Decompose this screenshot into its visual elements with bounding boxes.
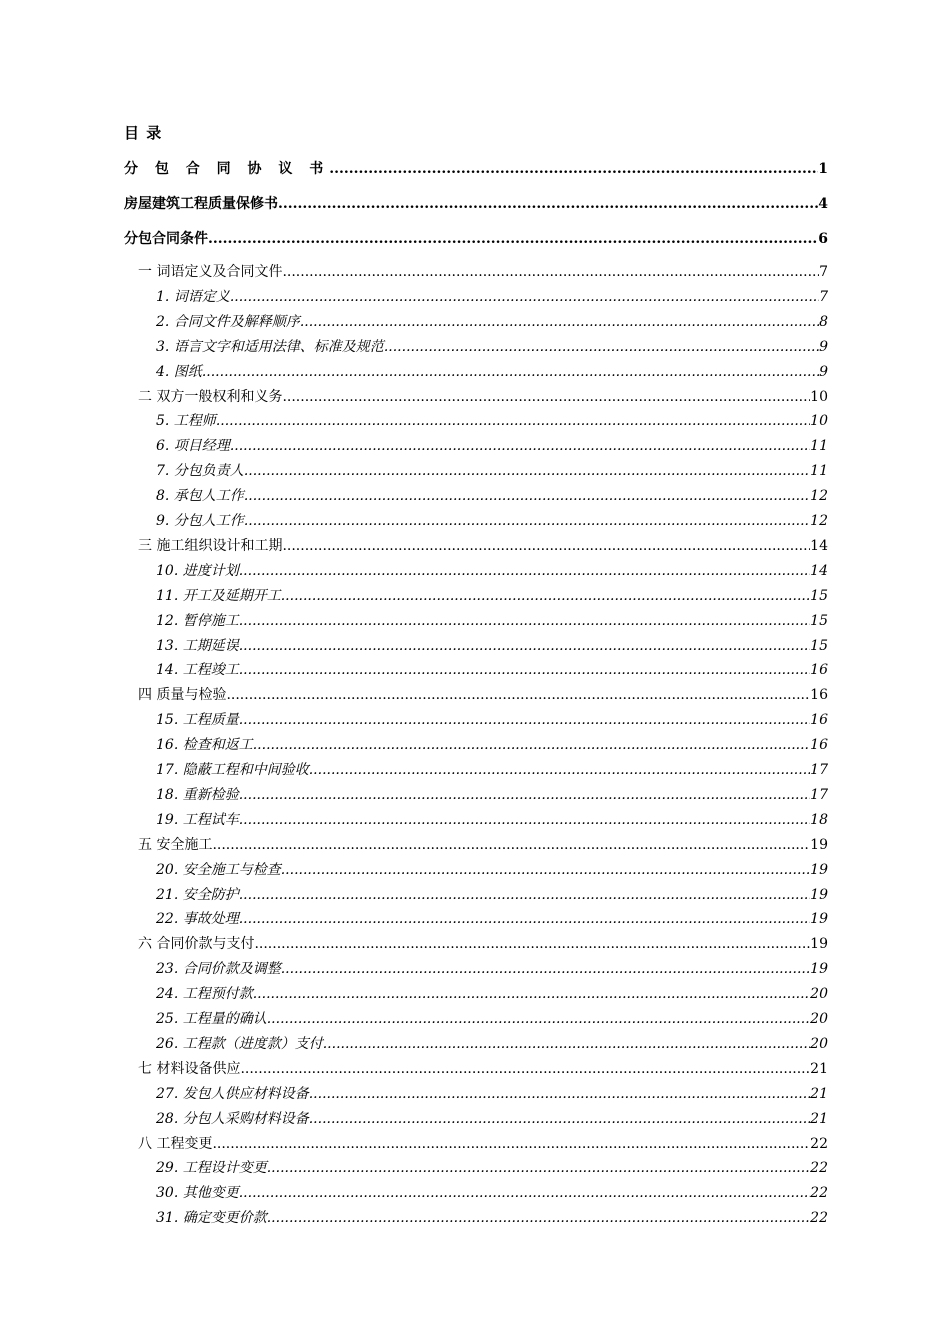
toc-entry[interactable]	[156, 1008, 828, 1028]
toc-leader-dots	[267, 1210, 810, 1226]
toc-page-number: 21	[810, 1060, 828, 1077]
toc-entry-label: 一 词语定义及合同文件	[138, 264, 283, 280]
toc-page-number: 11	[810, 438, 828, 455]
toc-entry[interactable]	[156, 809, 828, 829]
toc-entry[interactable]	[156, 510, 828, 530]
toc-entry[interactable]	[138, 684, 828, 704]
toc-entry[interactable]	[156, 336, 828, 356]
toc-page-number: 15	[810, 587, 828, 604]
toc-leader-dots	[216, 413, 810, 429]
toc-leader-dots	[300, 314, 819, 330]
toc-title: 目 录	[124, 124, 163, 142]
toc-entry-label: 18. 重新检验	[156, 786, 239, 803]
toc-leader-dots	[230, 438, 810, 454]
toc-entry-label: 2. 合同文件及解释顺序	[156, 313, 300, 330]
toc-leader-dots	[282, 389, 810, 405]
toc-leader-dots	[309, 762, 810, 778]
toc-page-number: 7	[819, 288, 828, 305]
toc-page-number: 22	[810, 1185, 828, 1202]
toc-entry[interactable]	[156, 759, 828, 779]
toc-entry[interactable]	[138, 933, 828, 953]
toc-entry[interactable]	[124, 158, 828, 178]
toc-entry[interactable]	[138, 386, 828, 406]
toc-leader-dots	[253, 986, 810, 1002]
toc-entry-label: 30. 其他变更	[156, 1185, 239, 1202]
toc-entry-label: 24. 工程预付款	[156, 986, 253, 1003]
toc-entry-label: 分包合同条件	[124, 231, 208, 247]
toc-page-number: 7	[819, 264, 828, 280]
toc-leader-dots	[239, 662, 810, 678]
toc-page-number: 12	[810, 488, 828, 505]
toc-leader-dots	[244, 513, 810, 529]
toc-leader-dots	[239, 911, 810, 927]
toc-entry-label: 七 材料设备供应	[138, 1060, 241, 1077]
toc-entry-label: 25. 工程量的确认	[156, 1011, 267, 1027]
toc-entry[interactable]	[138, 1058, 828, 1078]
toc-leader-dots	[282, 538, 810, 554]
toc-entry-label: 13. 工期延误	[156, 637, 239, 654]
toc-entry[interactable]	[156, 635, 828, 655]
toc-entry[interactable]	[156, 1182, 828, 1202]
toc-page-number: 19	[810, 836, 828, 853]
toc-entry[interactable]	[156, 610, 828, 630]
toc-page-number: 11	[810, 463, 828, 480]
toc-leader-dots	[278, 196, 818, 212]
toc-entry-label: 八 工程变更	[138, 1135, 213, 1152]
toc-leader-dots	[239, 787, 810, 803]
toc-leader-dots	[226, 687, 810, 703]
toc-entry[interactable]	[156, 734, 828, 754]
toc-leader-dots	[329, 161, 818, 177]
toc-entry-label: 9. 分包人工作	[156, 513, 244, 529]
toc-leader-dots	[239, 613, 810, 629]
toc-entry-label: 四 质量与检验	[138, 687, 227, 704]
toc-entry-label: 房屋建筑工程质量保修书	[124, 196, 278, 212]
toc-entry[interactable]	[124, 228, 828, 248]
toc-leader-dots	[212, 1136, 810, 1152]
toc-page-number: 19	[810, 886, 828, 903]
toc-entry[interactable]	[156, 659, 828, 679]
toc-leader-dots	[254, 936, 810, 952]
toc-entry[interactable]	[156, 1108, 828, 1128]
toc-entry[interactable]	[156, 884, 828, 904]
toc-entry[interactable]	[156, 410, 828, 430]
toc-page-number: 15	[810, 612, 828, 629]
toc-leader-dots	[253, 737, 810, 753]
toc-entry[interactable]	[156, 1033, 828, 1053]
toc-page-number: 19	[810, 961, 828, 978]
toc-entry[interactable]	[156, 1157, 828, 1177]
toc-page-number: 19	[810, 861, 828, 878]
toc-page-number: 4	[818, 196, 828, 212]
toc-page-number: 1	[818, 161, 828, 177]
toc-entry-label: 1. 词语定义	[156, 288, 230, 305]
toc-page-number: 14	[810, 562, 828, 579]
toc-entry[interactable]	[156, 709, 828, 729]
toc-entry[interactable]	[156, 460, 828, 480]
toc-entry[interactable]	[156, 1207, 828, 1227]
toc-entry[interactable]	[156, 286, 828, 306]
toc-leader-dots	[309, 1111, 810, 1127]
toc-entry[interactable]	[156, 311, 828, 331]
toc-leader-dots	[281, 588, 810, 604]
toc-leader-dots	[384, 339, 819, 355]
toc-entry[interactable]	[156, 361, 828, 381]
toc-entry[interactable]	[156, 908, 828, 928]
toc-entry-label: 11. 开工及延期开工	[156, 587, 281, 604]
toc-page-number: 21	[810, 1110, 828, 1127]
toc-leader-dots	[202, 364, 819, 380]
toc-entry-label: 六 合同价款与支付	[138, 936, 255, 953]
toc-entry-label: 15. 工程质量	[156, 712, 239, 729]
toc-leader-dots	[281, 961, 810, 977]
toc-page-number: 20	[810, 1011, 828, 1027]
toc-leader-dots	[309, 1086, 810, 1102]
toc-leader-dots	[230, 289, 819, 305]
toc-entry-label: 10. 进度计划	[156, 562, 239, 579]
toc-entry[interactable]	[138, 1133, 828, 1153]
toc-entry-label: 4. 图纸	[156, 363, 202, 380]
toc-entry[interactable]	[156, 435, 828, 455]
toc-leader-dots	[244, 488, 810, 504]
toc-leader-dots	[239, 1185, 810, 1201]
toc-entry[interactable]	[124, 193, 828, 213]
toc-page-number: 21	[810, 1085, 828, 1102]
toc-entry[interactable]	[156, 958, 828, 978]
toc-page-number: 16	[810, 712, 828, 729]
toc-entry-label: 6. 项目经理	[156, 438, 230, 455]
toc-entry[interactable]	[138, 535, 828, 555]
toc-page-number: 18	[810, 811, 828, 828]
toc-leader-dots	[240, 1061, 810, 1077]
toc-page-number: 10	[810, 413, 828, 430]
toc-page-number: 10	[810, 388, 828, 405]
toc-entry-label: 29. 工程设计变更	[156, 1160, 267, 1177]
toc-entry-label: 27. 发包人供应材料设备	[156, 1085, 309, 1102]
toc-leader-dots	[212, 837, 810, 853]
toc-page-number: 19	[810, 936, 828, 953]
toc-entry[interactable]	[138, 261, 828, 281]
toc-leader-dots	[239, 712, 810, 728]
toc-entry-label: 5. 工程师	[156, 413, 216, 430]
toc-page-number: 22	[810, 1210, 828, 1227]
toc-entry-label: 23. 合同价款及调整	[156, 961, 281, 978]
toc-entry[interactable]	[138, 834, 828, 854]
toc-entry-label: 19. 工程试车	[156, 811, 239, 828]
toc-entry-label: 26. 工程款（进度款）支付	[156, 1035, 323, 1052]
toc-entry-label: 14. 工程竣工	[156, 662, 239, 679]
toc-entry[interactable]	[156, 1083, 828, 1103]
toc-entry-label: 二 双方一般权利和义务	[138, 388, 283, 405]
toc-entry-label: 7. 分包负责人	[156, 463, 244, 480]
toc-page-number: 16	[810, 662, 828, 679]
toc-entry-label: 22. 事故处理	[156, 911, 239, 928]
toc-page-number: 22	[810, 1135, 828, 1152]
toc-page-number: 15	[810, 637, 828, 654]
toc-entry-label: 三 施工组织设计和工期	[138, 537, 283, 554]
toc-leader-dots	[267, 1160, 810, 1176]
toc-page-number: 17	[810, 786, 828, 803]
toc-page-number: 8	[819, 313, 828, 330]
toc-leader-dots	[239, 563, 810, 579]
toc-entry[interactable]	[156, 859, 828, 879]
toc-entry[interactable]	[156, 983, 828, 1003]
toc-page-number: 20	[810, 986, 828, 1003]
toc-entry-label: 12. 暂停施工	[156, 612, 239, 629]
toc-entry-label: 17. 隐蔽工程和中间验收	[156, 762, 309, 778]
toc-entry[interactable]	[156, 485, 828, 505]
toc-entry-label: 20. 安全施工与检查	[156, 861, 281, 878]
toc-leader-dots	[239, 812, 810, 828]
toc-entry-label: 31. 确定变更价款	[156, 1210, 267, 1227]
toc-entry-label: 3. 语言文字和适用法律、标准及规范	[156, 338, 384, 355]
toc-page-number: 19	[810, 911, 828, 928]
toc-entry-label: 分 包 合 同 协 议 书	[124, 161, 330, 177]
toc-page-number: 6	[818, 231, 828, 247]
toc-entry[interactable]	[156, 784, 828, 804]
toc-entry-label: 28. 分包人采购材料设备	[156, 1110, 309, 1127]
toc-page-number: 9	[819, 338, 828, 355]
toc-entry[interactable]	[156, 585, 828, 605]
toc-entry-label: 8. 承包人工作	[156, 488, 244, 505]
toc-page-number: 12	[810, 513, 828, 529]
toc-leader-dots	[239, 887, 810, 903]
toc-page-number: 16	[810, 687, 828, 704]
toc-page-number: 17	[810, 762, 828, 778]
toc-page-number: 16	[810, 737, 828, 754]
toc-entry-label: 16. 检查和返工	[156, 737, 253, 754]
toc-page-number: 14	[810, 537, 828, 554]
toc-leader-dots	[244, 463, 810, 479]
toc-leader-dots	[208, 231, 818, 247]
toc-page-number: 20	[810, 1035, 828, 1052]
toc-entry[interactable]	[156, 560, 828, 580]
toc-leader-dots	[267, 1011, 810, 1027]
toc-leader-dots	[281, 862, 810, 878]
toc-page-number: 9	[819, 363, 828, 380]
toc-entry-label: 五 安全施工	[138, 836, 213, 853]
toc-leader-dots	[239, 638, 810, 654]
toc-entry-label: 21. 安全防护	[156, 886, 239, 903]
toc-page-number: 22	[810, 1160, 828, 1177]
toc-leader-dots	[282, 264, 819, 280]
toc-leader-dots	[323, 1036, 810, 1052]
